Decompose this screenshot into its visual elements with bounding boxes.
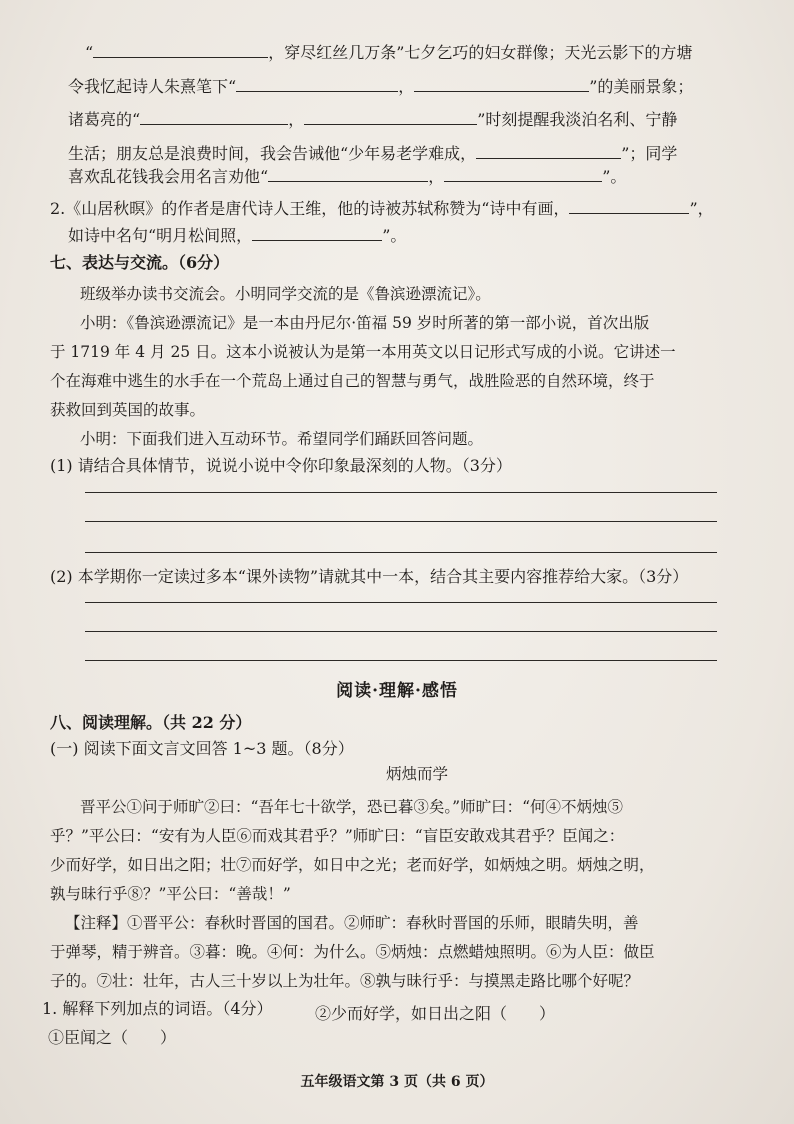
answer-blank[interactable] xyxy=(93,41,268,58)
section-7-question-1: (1) 请结合具体情节，说说小说中令你印象最深刻的人物。（3分） xyxy=(50,456,512,475)
notes-line: 于弹琴，精于辨音。③暮：晚。④何：为什么。⑤炳烛：点燃蜡烛照明。⑥为人臣：做臣 xyxy=(50,943,655,961)
answer-line[interactable] xyxy=(85,631,717,632)
answer-blank[interactable] xyxy=(476,142,621,159)
section-8-title: 八、阅读理解。（共 22 分） xyxy=(50,713,252,732)
passage-line: 小明：《鲁滨逊漂流记》是一本由丹尼尔·笛福 59 岁时所著的第一部小说，首次出版 xyxy=(80,314,650,332)
section-8-part-1: (一) 阅读下面文言文回答 1~3 题。（8分） xyxy=(50,739,354,758)
notes-line: 【注释】①晋平公：春秋时晋国的国君。②师旷：春秋时晋国的乐师，眼睛失明，善 xyxy=(65,914,639,932)
answer-blank[interactable] xyxy=(414,75,589,92)
fill-line-5: 喜欢乱花钱我会用名言劝他“ ， ”。 xyxy=(68,167,627,186)
fill-line-4: 生活；朋友总是浪费时间，我会告诫他“少年易老学难成， ”；同学 xyxy=(68,144,678,163)
reading-section-header: 阅读·理解·感悟 xyxy=(336,681,458,701)
page-footer: 五年级语文第 3 页（共 6 页） xyxy=(300,1074,494,1090)
section-7-prompt: 小明：下面我们进入互动环节。希望同学们踊跃回答问题。 xyxy=(80,430,484,448)
answer-blank[interactable] xyxy=(569,197,689,214)
classical-passage-line: 少而好学，如日出之阳；壮⑦而好学，如日中之光；老而好学，如炳烛之明。炳烛之明， xyxy=(50,856,655,874)
classical-passage-line: 晋平公①问于师旷②曰：“吾年七十欲学，恐已暮③矣。”师旷曰：“何④不炳烛⑤ xyxy=(80,798,624,816)
question-1-item-2[interactable]: ②少而好学，如日出之阳（ ） xyxy=(315,1004,556,1023)
classical-passage-line: 孰与昧行乎⑧？”平公曰：“善哉！” xyxy=(50,885,291,903)
section-7-title: 七、表达与交流。（6分） xyxy=(50,253,230,272)
answer-blank[interactable] xyxy=(268,165,428,182)
section-7-question-2: (2) 本学期你一定读过多本“课外读物”请就其中一本，结合其主要内容推荐给大家。（3分） xyxy=(50,567,689,586)
section-7-intro: 班级举办读书交流会。小明同学交流的是《鲁滨逊漂流记》。 xyxy=(80,285,491,303)
fill-line-3: 诸葛亮的“ ， ”时刻提醒我淡泊名利、宁静 xyxy=(68,110,678,129)
answer-line[interactable] xyxy=(85,492,717,493)
answer-blank[interactable] xyxy=(304,108,477,125)
passage-line: 个在海难中逃生的水手在一个荒岛上通过自己的智慧与勇气，战胜险恶的自然环境，终于 xyxy=(50,372,655,390)
fill-line-2: 令我忆起诗人朱熹笔下“ ， ”的美丽景象； xyxy=(68,77,694,96)
passage-title: 炳烛而学 xyxy=(385,765,448,783)
passage-line: 于 1719 年 4 月 25 日。这本小说被认为是第一本用英文以日记形式写成的小说。它讲述一 xyxy=(50,343,676,361)
question-1-item-1[interactable]: ①臣闻之（ ） xyxy=(48,1028,177,1047)
answer-blank[interactable] xyxy=(252,224,382,241)
answer-line[interactable] xyxy=(85,660,717,661)
passage-line: 获救回到英国的故事。 xyxy=(50,401,206,419)
notes-line: 子的。⑦壮：壮年，古人三十岁以上为壮年。⑧孰与昧行乎：与摸黑走路比哪个好呢？ xyxy=(50,972,640,990)
answer-line[interactable] xyxy=(85,552,717,553)
answer-line[interactable] xyxy=(85,602,717,603)
q2-line-1: 2.《山居秋暝》的作者是唐代诗人王维，他的诗被苏轼称赞为“诗中有画， ”， xyxy=(50,199,714,218)
answer-blank[interactable] xyxy=(140,108,288,125)
answer-blank[interactable] xyxy=(236,75,398,92)
q2-line-2: 如诗中名句“明月松间照， ”。 xyxy=(68,226,407,245)
classical-passage-line: 乎？”平公曰：“安有为人臣⑥而戏其君乎？”师旷曰：“盲臣安敢戏其君乎？臣闻之： xyxy=(50,827,625,845)
fill-line-1: “ ，穿尽红丝几万条”七夕乞巧的妇女群像；天光云影下的方塘 xyxy=(85,43,693,62)
section-8-question-1: 1. 解释下列加点的词语。（4分） xyxy=(42,999,273,1018)
answer-blank[interactable] xyxy=(444,165,602,182)
answer-line[interactable] xyxy=(85,521,717,522)
